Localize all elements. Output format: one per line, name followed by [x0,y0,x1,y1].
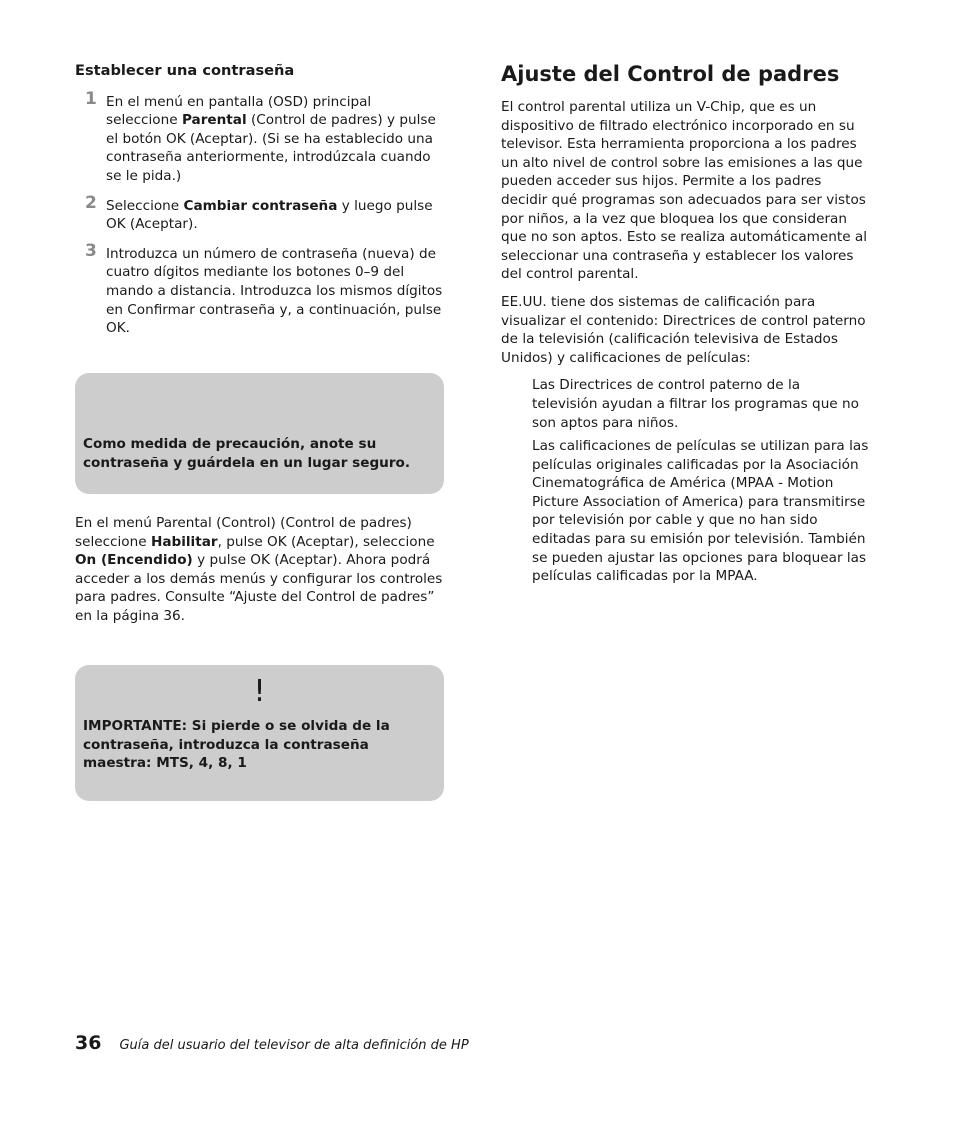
step-1 [75,88,445,186]
ratings-list [501,376,869,586]
step-text: En el menú en pantalla (OSD) principal seleccione [106,93,372,129]
step-bold: Cambiar contraseña [183,197,338,214]
para-text: y pulse OK (Aceptar). Ahora podrá acceder a los demás menús y configurar los controles para padres. Consulte “Ajuste del Control de padres” en la página 36. [75,552,443,624]
para-bold-enable: Habilitar [150,533,218,550]
step-text-end: (Control de padres) y pulse el botón OK (Aceptar). (Si se ha establecido una contraseña anteriormente, introdúzcala cuando se le pida.) [106,112,436,184]
left-column [75,62,445,349]
para-text: En el menú Parental (Control) (Control de padres) seleccione [75,515,412,550]
important-text: IMPORTANTE: Si pierde o se olvida de la contraseña, introduzca la contraseña maestra: MTS, 4, 8, 1 [83,718,390,772]
right-column [501,60,869,591]
step-bold: Parental [181,112,247,129]
step-2 [75,192,445,234]
caution-text: Como medida de precaución, anote su contraseña y guárdela en un lugar seguro. [83,436,411,471]
footer-title: Guía del usuario del televisor de alta definición de HP [119,1038,469,1053]
para-bold-on: On (Encendido) [75,552,193,569]
section-heading: Establecer una contraseña [75,62,295,79]
ratings-item-movies: Las calificaciones de películas se utilizan para las películas originales calificadas por la Asociación Cinematográfica de América (MPAA - Motion Picture Association of America) para transmitirse por televisión por cable y que no han sido editadas para su emisión por televisión. También se pueden ajustar las opciones para bloquear las películas calificadas por la MPAA. [532,438,869,585]
step-text: Seleccione [106,197,184,214]
caution-note [75,373,444,494]
step-text: Introduzca un número de contraseña (nueva) de cuatro dígitos mediante los botones 0–9 del mando a distancia. Introduzca los mismos dígitos en Confirmar contraseña y, a continuación, pulse OK. [106,245,443,337]
page-number: 36 [75,1032,102,1054]
step-number: 1 [85,88,97,109]
enable-paragraph [75,514,445,626]
steps-list [75,88,445,338]
intro-paragraph: El control parental utiliza un V-Chip, que es un dispositivo de filtrado electrónico incorporado en su televisor. Esta herramienta proporciona a los padres un alto nivel de control sobre las emisiones a las que pueden acceder sus hijos. Permite a los padres decidir qué programas son adecuados para ser vistos por niños, a la vez que bloquea los que consideran que no son aptos. Esto se realiza automáticamente al seleccionar una contraseña y establecer los valores del control parental. [501,99,867,283]
para-text: , pulse OK (Aceptar), seleccione [217,533,435,550]
step-text-end: y luego pulse OK (Aceptar). [106,197,433,233]
page-footer [75,1034,469,1056]
exclamation-icon: ! [253,674,266,709]
step-number: 2 [85,192,97,213]
ratings-item-tv: Las Directrices de control paterno de la televisión ayudan a filtrar los programas que no son aptos para niños. [532,377,859,431]
ratings-paragraph: EE.UU. tiene dos sistemas de calificación para visualizar el contenido: Directrices de control paterno de la televisión (calificación televisiva de Estados Unidos) y calificaciones de películas: [501,293,866,366]
step-3 [75,240,445,338]
important-note [75,665,444,801]
page-title: Ajuste del Control de padres [501,62,840,86]
step-number: 3 [85,240,97,261]
